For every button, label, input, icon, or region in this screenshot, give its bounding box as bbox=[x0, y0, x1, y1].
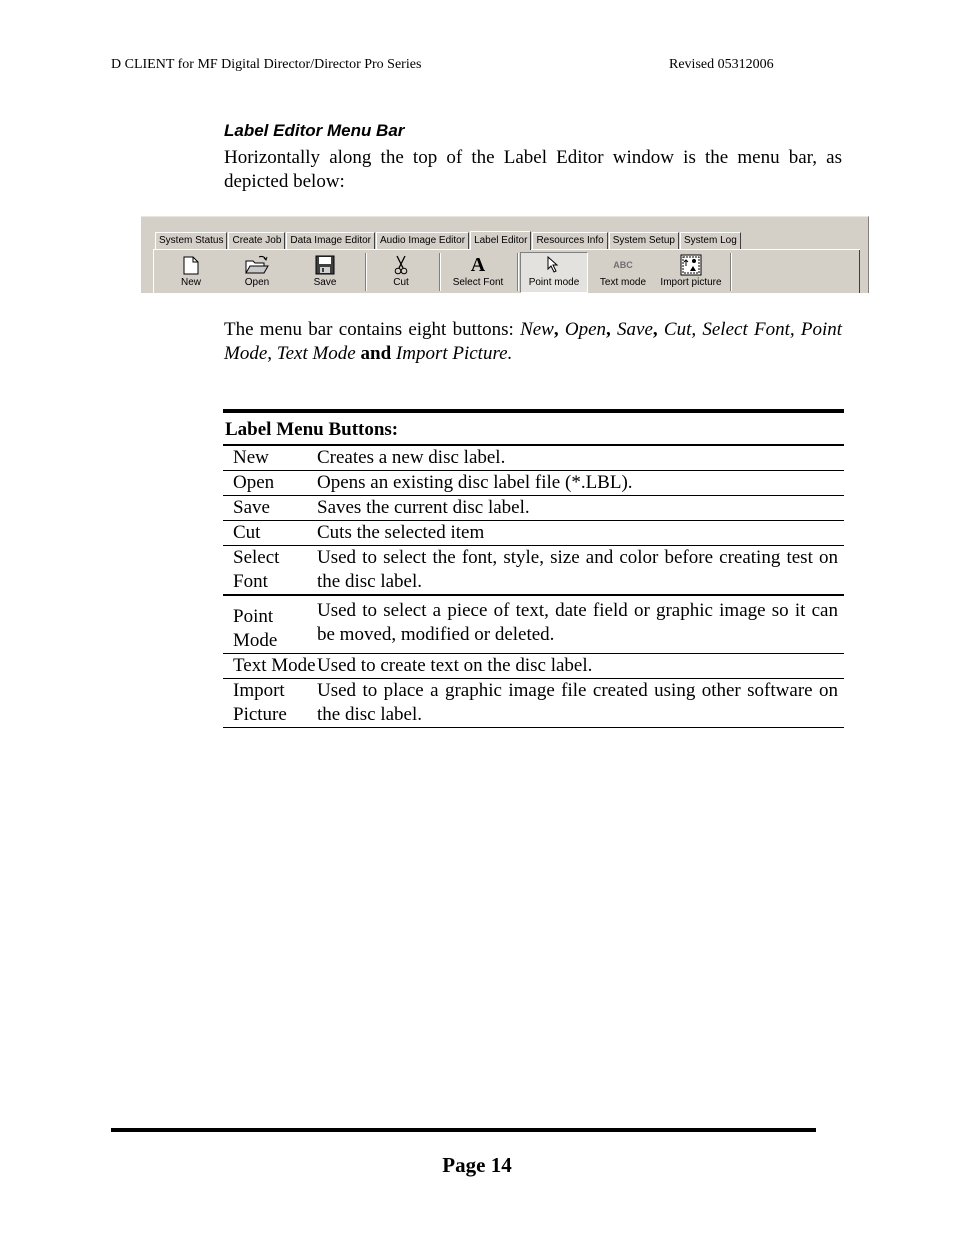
summary-prefix: The menu bar contains eight buttons: bbox=[224, 319, 521, 340]
summary-item-save: Save bbox=[617, 319, 653, 340]
button-name: Point Mode bbox=[223, 595, 317, 654]
running-header-revision: Revised 05312006 bbox=[669, 57, 774, 72]
section-title: Label Editor Menu Bar bbox=[224, 121, 405, 140]
text-mode-button-label: Text mode bbox=[599, 277, 647, 288]
tab-label-editor[interactable]: Label Editor bbox=[470, 231, 531, 250]
open-button[interactable] bbox=[240, 253, 274, 291]
button-name: Save bbox=[223, 496, 317, 521]
toolbar-separator bbox=[365, 253, 367, 291]
cut-button[interactable] bbox=[389, 253, 413, 291]
scissors-icon bbox=[393, 253, 409, 277]
import-picture-icon bbox=[680, 253, 702, 277]
button-name: New bbox=[223, 445, 317, 471]
button-description: Used to select the font, style, size and color before creating test on the disc label. bbox=[317, 546, 844, 596]
tab-create-job[interactable]: Create Job bbox=[228, 232, 285, 249]
select-font-button-label: Select Font bbox=[452, 277, 504, 288]
text-mode-button[interactable] bbox=[596, 253, 650, 291]
button-name: Text Mode bbox=[223, 654, 317, 679]
point-mode-button-label: Point mode bbox=[528, 277, 580, 288]
running-header-title: D CLIENT for MF Digital Director/Director Pro Series bbox=[111, 57, 422, 72]
summary-separator: , bbox=[553, 319, 565, 340]
intro-paragraph: Horizontally along the top of the Label Editor window is the menu bar, as depicted below: bbox=[224, 147, 842, 192]
open-button-label: Open bbox=[244, 277, 270, 288]
table-row bbox=[223, 679, 844, 728]
button-name: Select Font bbox=[223, 546, 317, 596]
table-heading: Label Menu Buttons: bbox=[223, 411, 844, 445]
tab-resources-info[interactable]: Resources Info bbox=[532, 232, 607, 249]
button-description: Used to create text on the disc label. bbox=[317, 654, 844, 679]
summary-separator: , bbox=[606, 319, 618, 340]
summary-paragraph bbox=[224, 318, 842, 366]
table-row bbox=[223, 471, 844, 496]
table-row bbox=[223, 595, 844, 654]
page-number: Page 14 bbox=[442, 1153, 512, 1177]
summary-separator: , bbox=[652, 319, 664, 340]
button-description: Used to select a piece of text, date field or graphic image so it can be moved, modified or deleted. bbox=[317, 595, 844, 654]
toolbar-separator bbox=[439, 253, 441, 291]
save-button-label: Save bbox=[313, 277, 337, 288]
button-description: Saves the current disc label. bbox=[317, 496, 844, 521]
button-name: Cut bbox=[223, 521, 317, 546]
button-name: Open bbox=[223, 471, 317, 496]
table-row bbox=[223, 546, 844, 596]
point-mode-button[interactable] bbox=[520, 252, 588, 293]
pointer-arrow-icon bbox=[546, 253, 562, 277]
new-document-icon bbox=[183, 253, 199, 277]
toolbar-separator bbox=[730, 253, 732, 291]
summary-item-new: New bbox=[520, 319, 554, 340]
tab-system-status[interactable]: System Status bbox=[155, 232, 227, 249]
table-row bbox=[223, 654, 844, 679]
import-picture-button-label: Import picture bbox=[660, 277, 722, 288]
label-menu-buttons-table bbox=[223, 409, 844, 728]
tab-strip bbox=[155, 231, 742, 249]
button-description: Cuts the selected item bbox=[317, 521, 844, 546]
tab-system-setup[interactable]: System Setup bbox=[609, 232, 679, 249]
tab-data-image-editor[interactable]: Data Image Editor bbox=[286, 232, 375, 249]
tab-audio-image-editor[interactable]: Audio Image Editor bbox=[376, 232, 469, 249]
select-font-button[interactable] bbox=[450, 253, 506, 291]
new-button[interactable] bbox=[174, 253, 208, 291]
save-button[interactable] bbox=[311, 253, 339, 291]
open-folder-icon bbox=[245, 253, 269, 277]
summary-item-open: Open bbox=[564, 319, 607, 340]
floppy-disk-icon bbox=[315, 253, 335, 277]
new-button-label: New bbox=[180, 277, 201, 288]
footer-rule bbox=[111, 1128, 816, 1132]
button-description: Creates a new disc label. bbox=[317, 445, 844, 471]
font-a-icon: A bbox=[470, 254, 486, 276]
toolbar-button-area bbox=[153, 250, 860, 293]
abc-text-icon: ABC bbox=[613, 260, 633, 270]
tab-system-log[interactable]: System Log bbox=[680, 232, 741, 249]
button-name: Import Picture bbox=[223, 679, 317, 728]
label-editor-toolbar-screenshot bbox=[141, 216, 869, 293]
table-row bbox=[223, 445, 844, 471]
table-row bbox=[223, 496, 844, 521]
table-row bbox=[223, 521, 844, 546]
summary-and: and bbox=[360, 343, 392, 364]
import-picture-button[interactable] bbox=[658, 253, 724, 291]
button-description: Opens an existing disc label file (*.LBL). bbox=[317, 471, 844, 496]
summary-item-import: Import Picture. bbox=[395, 343, 513, 364]
summary-item-rest: Cut, Select Font, Point Mode, Text Mode bbox=[224, 319, 843, 364]
button-description: Used to place a graphic image file created using other software on the disc label. bbox=[317, 679, 844, 728]
toolbar-separator bbox=[517, 253, 519, 291]
cut-button-label: Cut bbox=[393, 277, 409, 288]
table-header-row bbox=[223, 411, 844, 445]
